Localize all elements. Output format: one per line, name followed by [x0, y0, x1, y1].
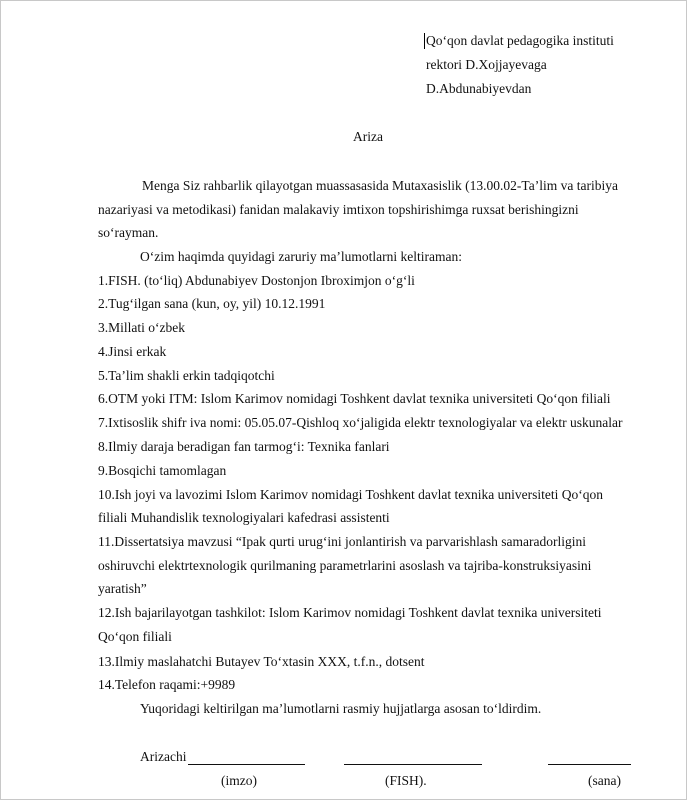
list-item: 5.Ta’lim shakli erkin tadqiqotchi — [98, 368, 275, 383]
list-item-continued: Qo‘qon filiali — [98, 629, 172, 644]
intro-line-1: Menga Siz rahbarlik qilayotgan muassasasida Mutaxasislik (13.00.02-Ta’lim va taribiya — [142, 178, 618, 193]
fish-caption: (FISH). — [385, 773, 427, 788]
list-item: 2.Tug‘ilgan sana (kun, oy, yil) 10.12.1991 — [98, 296, 326, 311]
intro-line-2: nazariyasi va metodikasi) fanidan malakaviy imtixon topshirishimga ruxsat berishingizni — [98, 202, 579, 217]
list-item: 1.FISH. (to‘liq) Abdunabiyev Dostonjon Ibroximjon o‘g‘li — [98, 273, 415, 288]
list-item: 11.Dissertatsiya mavzusi “Ipak qurti urug‘ini jonlantirish va parvarishlash samaradorligini — [98, 534, 587, 549]
list-item: 3.Millati o‘zbek — [98, 320, 185, 335]
list-item-continued: yaratish” — [98, 581, 147, 596]
document-title: Ariza — [353, 129, 383, 144]
date-line — [548, 764, 631, 765]
lead-text: O‘zim haqimda quyidagi zaruriy ma’lumotlarni keltiraman: — [140, 249, 463, 264]
header-sender: D.Abdunabiyevdan — [426, 81, 532, 96]
list-item: 12.Ish bajarilayotgan tashkilot: Islom Karimov nomidagi Toshkent davlat texnika universiteti — [98, 605, 602, 620]
list-item: 7.Ixtisoslik shifr iva nomi: 05.05.07-Qishloq xo‘jaligida elektr texnologiyalar va elektr uskunalar — [98, 415, 623, 430]
list-item-continued: filiali Muhandislik texnologiyalari kafedrasi assistenti — [98, 510, 390, 525]
list-item: 10.Ish joyi va lavozimi Islom Karimov nomidagi Toshkent davlat texnika universiteti Qo‘qon — [98, 487, 603, 502]
signature-line — [188, 764, 305, 765]
fish-line — [344, 764, 482, 765]
signature-caption: (imzo) — [221, 773, 257, 788]
list-item: 6.OTM yoki ITM: Islom Karimov nomidagi Toshkent davlat texnika universiteti Qo‘qon filiali — [98, 391, 611, 406]
list-item: 13.Ilmiy maslahatchi Butayev To‘xtasin XXX, t.f.n., dotsent — [98, 654, 425, 669]
list-item: 14.Telefon raqami:+9989 — [98, 677, 236, 692]
intro-line-3: so‘rayman. — [98, 225, 159, 240]
text-cursor — [424, 33, 425, 49]
list-item: 8.Ilmiy daraja beradigan fan tarmog‘i: Texnika fanlari — [98, 439, 390, 454]
header-rector: rektori D.Xojjayevaga — [426, 57, 547, 72]
list-item: 4.Jinsi erkak — [98, 344, 167, 359]
signature-label: Arizachi — [140, 749, 187, 764]
list-item: 9.Bosqichi tamomlagan — [98, 463, 227, 478]
date-caption: (sana) — [588, 773, 621, 788]
closing-statement: Yuqoridagi keltirilgan ma’lumotlarni rasmiy hujjatlarga asosan to‘ldirdim. — [140, 701, 542, 716]
header-institute: Qo‘qon davlat pedagogika instituti — [426, 33, 614, 48]
list-item-continued: oshiruvchi elektrtexnologik qurilmaning parametrlarini asoslash va tajriba-konstruksiyasini — [98, 558, 592, 573]
